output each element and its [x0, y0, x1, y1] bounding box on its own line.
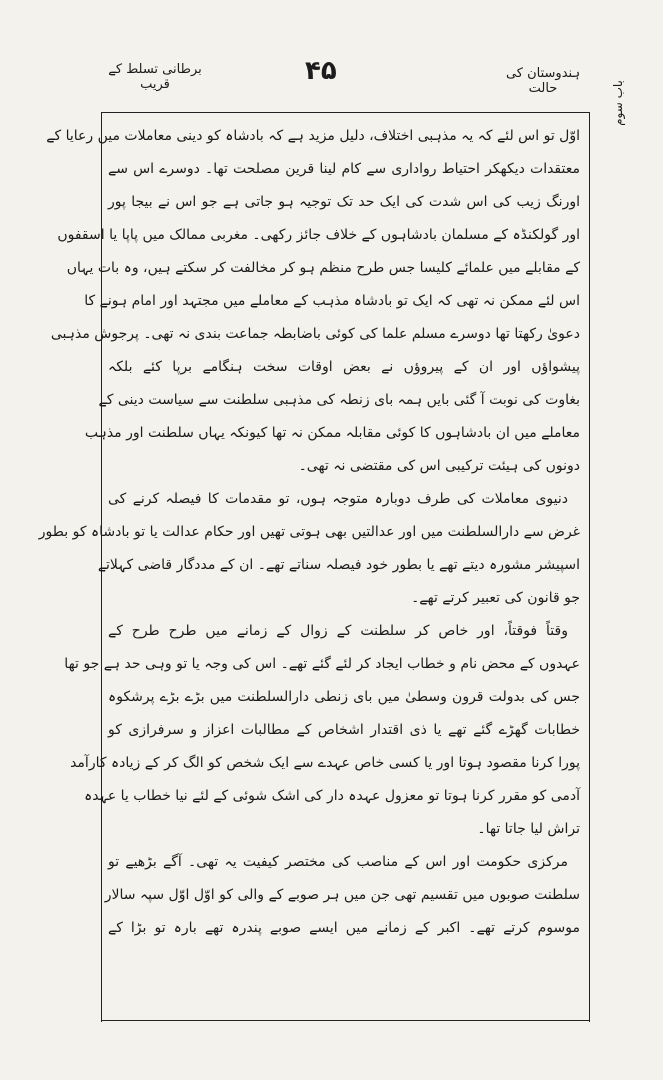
text-line: غرض سے دارالسلطنت میں اور عدالتیں بھی ہوتی تھیں اور حکام عدالت یا تو بادشاہ کو بطور — [38, 524, 580, 540]
text-line: مرکزی حکومت اور اس کے مناصب کی مختصر کیفیت یہ تھی۔ آگے بڑھیے تو — [108, 854, 568, 870]
text-line: معاملے میں ان بادشاہوں کا کوئی مقابلہ ممکن نہ تھا کیونکہ یہاں سلطنت اور مذہب — [84, 425, 580, 441]
text-line: اسپیشر مشورہ دیتے تھے یا بطور خود فیصلہ سناتے تھے۔ ان کے مددگار قاضی کہلاتے — [97, 557, 580, 573]
text-line: اورنگ زیب کی اس شدت کی ایک حد تک توجیہ ہو جاتی ہے جو اس نے بیجا پور — [108, 194, 580, 210]
header-right-title: ہندوستان کی حالت — [505, 66, 581, 96]
text-line: وقتاً فوقتاً، اور خاص کر سلطنت کے زوال کے زمانے میں طرح طرح کے — [108, 623, 568, 639]
text-line: کے مقابلے میں علمائے کلیسا جس طرح منظم ہو کر مخالفت کر سکتے ہیں، وہ بات یہاں — [66, 260, 580, 276]
text-line: پورا کرنا مقصود ہوتا اور یا کسی خاص عہدے سے ایک شخص کو الگ کر کے زیادہ کارآمد — [70, 755, 580, 771]
text-line: اس لئے ممکن نہ تھی کہ ایک تو بادشاہ مذہب کے معاملے میں مجتہد اور امام ہونے کا — [84, 293, 580, 309]
page-number: ۴۵ — [305, 56, 337, 86]
text-line: بغاوت کی نوبت آ گئی بایں ہمہ بای زنطہ کی مذہبی سلطنت سے سیاست دینی کے — [98, 392, 580, 408]
text-line: تراش لیا جاتا تھا۔ — [477, 821, 580, 837]
text-line: موسوم کرتے تھے۔ اکبر کے زمانے میں ایسے صوبے پندرہ تھے بارہ تو بڑا کے — [108, 920, 580, 936]
text-line: معتقدات دیکھکر احتیاط رواداری سے کام لینا قرین مصلحت تھا۔ دوسرے اس سے — [108, 161, 580, 177]
text-line: خطابات گھڑے گئے تھے یا ذی اقتدار اشخاص کے مطالبات اعزاز و سرفرازی کو — [108, 722, 580, 738]
text-line: اور گولکنڈہ کے مسلمان بادشاہوں کے خلاف جائز رکھی۔ مغربی ممالک میں پاپا یا اسقفوں — [57, 227, 580, 243]
text-line: دعویٰ رکھتا تھا دوسرے مسلم علما کی کوئی باضابطہ جماعت بندی نہ تھی۔ پرجوش مذہبی — [50, 326, 580, 342]
frame-top-rule — [101, 112, 589, 113]
frame-bottom-rule — [101, 1020, 589, 1021]
text-line: دنیوی معاملات کی طرف دوبارہ متوجہ ہوں، تو مقدمات کا فیصلہ کرنے کی — [108, 491, 568, 507]
text-line: عہدوں کے محض نام و خطاب ایجاد کر لئے گئے تھے۔ اس کی وجہ یا تو وہی حد ہے جو تھا — [64, 656, 580, 672]
text-line: سلطنت صوبوں میں تقسیم تھی جن میں ہر صوبے کے والی کو اوّل اوّل سپہ سالار — [104, 887, 580, 903]
text-line: دونوں کی ہیئت ترکیبی اس کی مقتضی نہ تھی۔ — [298, 458, 580, 474]
text-line: آدمی کو مقرر کرنا ہوتا تو معزول عہدہ دار کی اشک شوئی کے لئے نیا خطاب یا عہدہ — [84, 788, 580, 804]
text-line: پیشواؤں اور ان کے پیروؤں نے بعض اوقات سخت ہنگامے برپا کئے بلکہ — [108, 359, 580, 375]
text-line: جو قانون کی تعبیر کرتے تھے۔ — [411, 590, 580, 606]
text-line: اوّل تو اس لئے کہ یہ مذہبی اختلاف، دلیل مزید ہے کہ بادشاہ کو دینی معاملات میں رعایا کے — [46, 128, 580, 144]
body-text — [38, 120, 580, 980]
header-left-title: برطانی تسلط کے قریب — [108, 62, 202, 92]
chapter-label: باب سوم — [611, 80, 625, 126]
text-line: جس کی بدولت قرون وسطیٰ میں بای زنطی دارالسلطنت میں بڑے بڑے پرشکوہ — [108, 689, 580, 705]
